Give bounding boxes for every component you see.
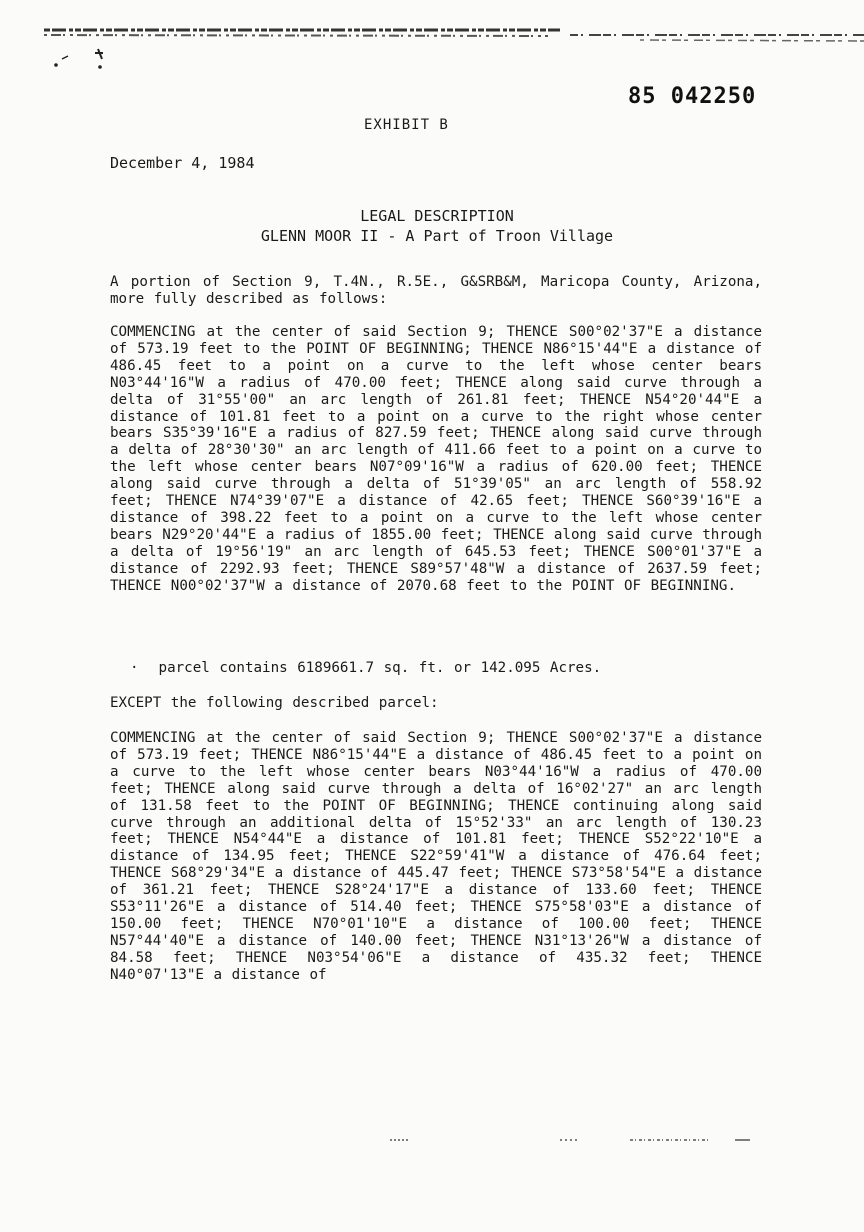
exhibit-label: EXHIBIT B [364,117,449,133]
legal-description-heading: LEGAL DESCRIPTION [360,207,514,225]
recording-number: 85 042250 [628,84,757,109]
description-paragraph: COMMENCING at the center of said Section 9; THENCE S00°02'37"E a distance of 573.19 feet to the POINT OF BEGINNING; THENCE N86°15'44"E a distance of 486.45 feet to a point on a curve to the left whose center bears N03°44'16"W a radius of 470.00 feet; THENCE along said curve through a delta of 31°55'00" an arc length of 261.81 feet; THENCE N54°20'44"E a distance of 101.81 feet to a point on a curve to the right whose center bears S35°39'16"E a radius of 827.59 feet; THENCE along said curve through a delta of 28°30'30" an arc length of 411.66 feet to a point on a curve to the left whose center bears N07°09'16"W a radius of 620.00 feet; THENCE along said curve through a delta of 51°39'05" an arc length of 558.92 feet; THENCE N74°39'07"E a distance of 42.65 feet; THENCE S60°39'16"E a distance of 398.22 feet to a point on a curve to the left whose center bears N29°20'44"E a radius of 1855.00 feet; THENCE along said curve through a delta of 19°56'19" an arc length of 645.53 feet; THENCE S00°01'37"E a distance of 2292.93 feet; THENCE S89°57'48"W a distance of 2637.59 feet; THENCE N00°02'37"W a distance of 2070.68 feet to the POINT OF BEGINNING. [110,324,762,594]
except-paragraph: COMMENCING at the center of said Section 9; THENCE S00°02'37"E a distance of 573.19 feet; THENCE N86°15'44"E a distance of 486.45 feet to a point on a curve to the left whose center bears N03°44'16"W a radius of 470.00 feet; THENCE along said curve through a delta of 16°02'27" an arc length of 131.58 feet to the POINT OF BEGINNING; THENCE continuing along said curve through an additional delta of 15°52'33" an arc length of 130.23 feet; THENCE N54°44"E a distance of 101.81 feet; THENCE S52°22'10"E a distance of 134.95 feet; THENCE S22°59'41"W a distance of 476.64 feet; THENCE S68°29'34"E a distance of 445.47 feet; THENCE S73°58'54"E a distance of 361.21 feet; THENCE S28°24'17"E a distance of 133.60 feet; THENCE S53°11'26"E a distance of 514.40 feet; THENCE S75°58'03"E a distance of 150.00 feet; THENCE N70°01'10"E a distance of 100.00 feet; THENCE N57°44'40"E a distance of 140.00 feet; THENCE N31°13'26"W a distance of 84.58 feet; THENCE N03°54'06"E a distance of 435.32 feet; THENCE N40°07'13"E a distance of [110,730,762,983]
document-date: December 4, 1984 [110,154,255,172]
subdivision-heading: GLENN MOOR II - A Part of Troon Village [260,227,614,245]
except-line: EXCEPT the following described parcel: [110,695,439,711]
scan-artifact-top [0,24,864,50]
parcel-area-line [130,660,730,677]
intro-paragraph: A portion of Section 9, T.4N., R.5E., G&SRB&M, Maricopa County, Arizona, more fully described as follows: [110,274,762,307]
bullet-mark: · [130,660,139,676]
parcel-area-text: parcel contains 6189661.7 sq. ft. or 142.095 Acres. [158,660,602,676]
scan-specks [50,45,120,91]
scan-artifact-bottom [380,1136,800,1144]
